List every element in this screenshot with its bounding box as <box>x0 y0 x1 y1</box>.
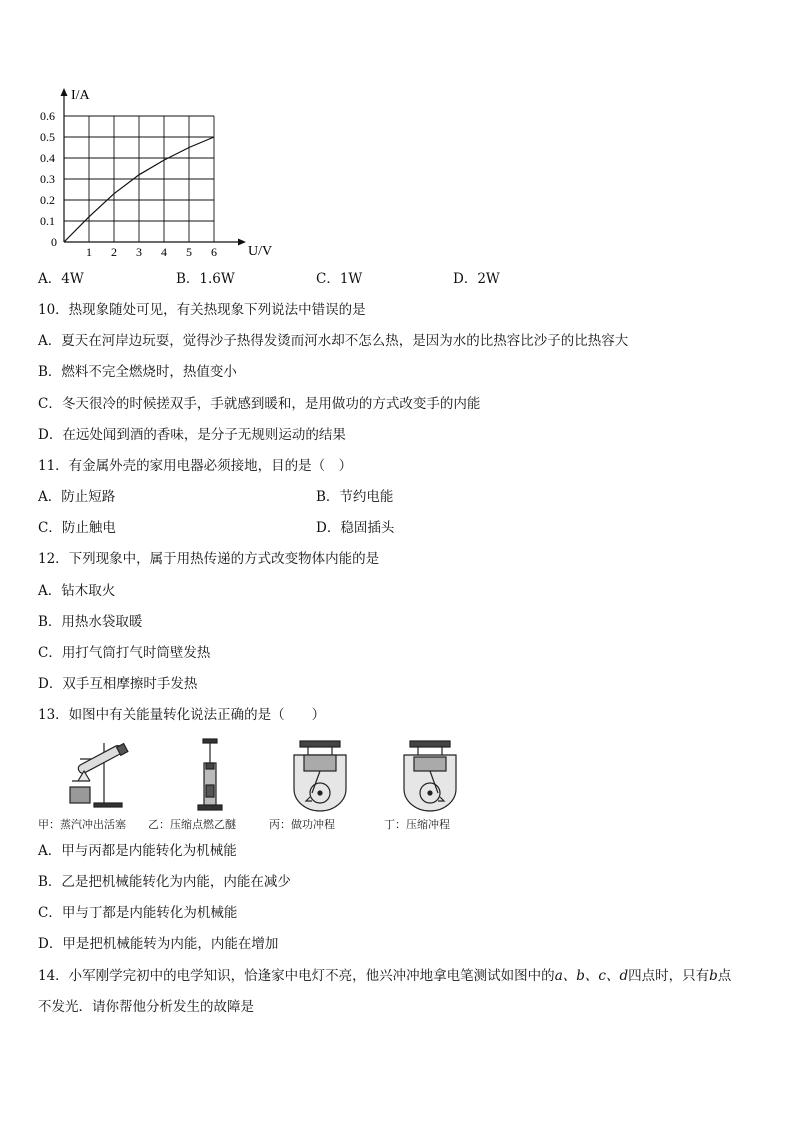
q11-option-d[interactable]: D．稳固插头 <box>316 520 395 536</box>
q13-stem: 13．如图中有关能量转化说法正确的是（ ） <box>38 707 326 723</box>
q9-option-a[interactable]: A．4W <box>38 271 84 287</box>
q11-stem: 11．有金属外壳的家用电器必须接地，目的是（ ） <box>38 458 353 474</box>
iv-chart <box>0 0 794 270</box>
q13-caption-bing: 丙：做功冲程 <box>269 819 335 831</box>
q11-option-b[interactable]: B．节约电能 <box>316 489 394 505</box>
x-tick-label: 1 <box>86 245 92 259</box>
q13-figure <box>0 735 794 835</box>
q13-caption-jia: 甲：蒸汽冲出活塞 <box>38 819 126 831</box>
x-tick-label: 4 <box>161 245 167 259</box>
q14-stem-part3: 点 <box>717 968 732 984</box>
q10-option-d[interactable]: D．在远处闻到酒的香味，是分子无规则运动的结果 <box>38 427 346 443</box>
x-axis-label: U/V <box>248 244 273 259</box>
q13-option-a[interactable]: A．甲与丙都是内能转化为机械能 <box>38 843 237 859</box>
compression-cylinder-image <box>198 739 222 810</box>
q9-option-b[interactable]: B．1.6W <box>176 271 235 287</box>
y-tick-label: 0.5 <box>40 130 55 144</box>
x-tick-label: 5 <box>186 245 192 259</box>
x-tick-label: 3 <box>136 245 142 259</box>
y-tick-label: 0.1 <box>40 214 55 228</box>
y-axis-label: I/A <box>71 88 90 103</box>
q14-stem-line2: 不发光．请你帮他分析发生的故障是 <box>38 999 254 1015</box>
origin-label: 0 <box>51 235 57 249</box>
x-tick-label: 6 <box>211 245 217 259</box>
steam-tube-apparatus-image <box>70 743 128 807</box>
engine-compression-stroke-image <box>404 741 456 811</box>
q10-option-c[interactable]: C．冬天很冷的时候搓双手，手就感到暖和，是用做功的方式改变手的内能 <box>38 396 481 412</box>
q14-stem-line1 <box>38 967 731 985</box>
q11-option-a[interactable]: A．防止短路 <box>38 489 116 505</box>
q14-points: a、b、c、d <box>554 968 629 984</box>
q11-option-c[interactable]: C．防止触电 <box>38 520 116 536</box>
engine-power-stroke-image <box>294 741 346 811</box>
q10-option-a[interactable]: A．夏天在河岸边玩耍，觉得沙子热得发烫而河水却不怎么热，是因为水的比热容比沙子的比热容大 <box>38 333 629 349</box>
y-tick-label: 0.4 <box>40 151 55 165</box>
q14-point-b: b <box>709 968 718 984</box>
y-tick-label: 0.3 <box>40 172 55 186</box>
q13-option-d[interactable]: D．甲是把机械能转为内能，内能在增加 <box>38 936 279 952</box>
q13-caption-yi: 乙：压缩点燃乙醚 <box>148 819 236 831</box>
q13-caption-ding: 丁：压缩冲程 <box>384 819 450 831</box>
q12-stem: 12．下列现象中，属于用热传递的方式改变物体内能的是 <box>38 551 380 567</box>
q13-option-b[interactable]: B．乙是把机械能转化为内能，内能在减少 <box>38 874 291 890</box>
q10-stem: 10．热现象随处可见，有关热现象下列说法中错误的是 <box>38 302 366 318</box>
q14-stem-part2: 四点时，只有 <box>628 968 710 984</box>
q9-option-d[interactable]: D．2W <box>453 271 500 287</box>
chart-grid <box>64 116 214 242</box>
q12-option-a[interactable]: A．钻木取火 <box>38 583 116 599</box>
y-tick-label: 0.2 <box>40 193 55 207</box>
q12-option-d[interactable]: D．双手互相摩擦时手发热 <box>38 676 198 692</box>
q9-option-c[interactable]: C．1W <box>316 271 363 287</box>
y-tick-label: 0.6 <box>40 109 55 123</box>
q12-option-c[interactable]: C．用打气筒打气时筒壁发热 <box>38 645 211 661</box>
x-tick-label: 2 <box>111 245 117 259</box>
q10-option-b[interactable]: B．燃料不完全燃烧时，热值变小 <box>38 364 237 380</box>
q13-option-c[interactable]: C．甲与丁都是内能转化为机械能 <box>38 905 238 921</box>
q12-option-b[interactable]: B．用热水袋取暖 <box>38 614 143 630</box>
q14-stem-part1: 14．小军刚学完初中的电学知识，恰逢家中电灯不亮，他兴冲冲地拿电笔测试如图中的 <box>38 968 555 984</box>
